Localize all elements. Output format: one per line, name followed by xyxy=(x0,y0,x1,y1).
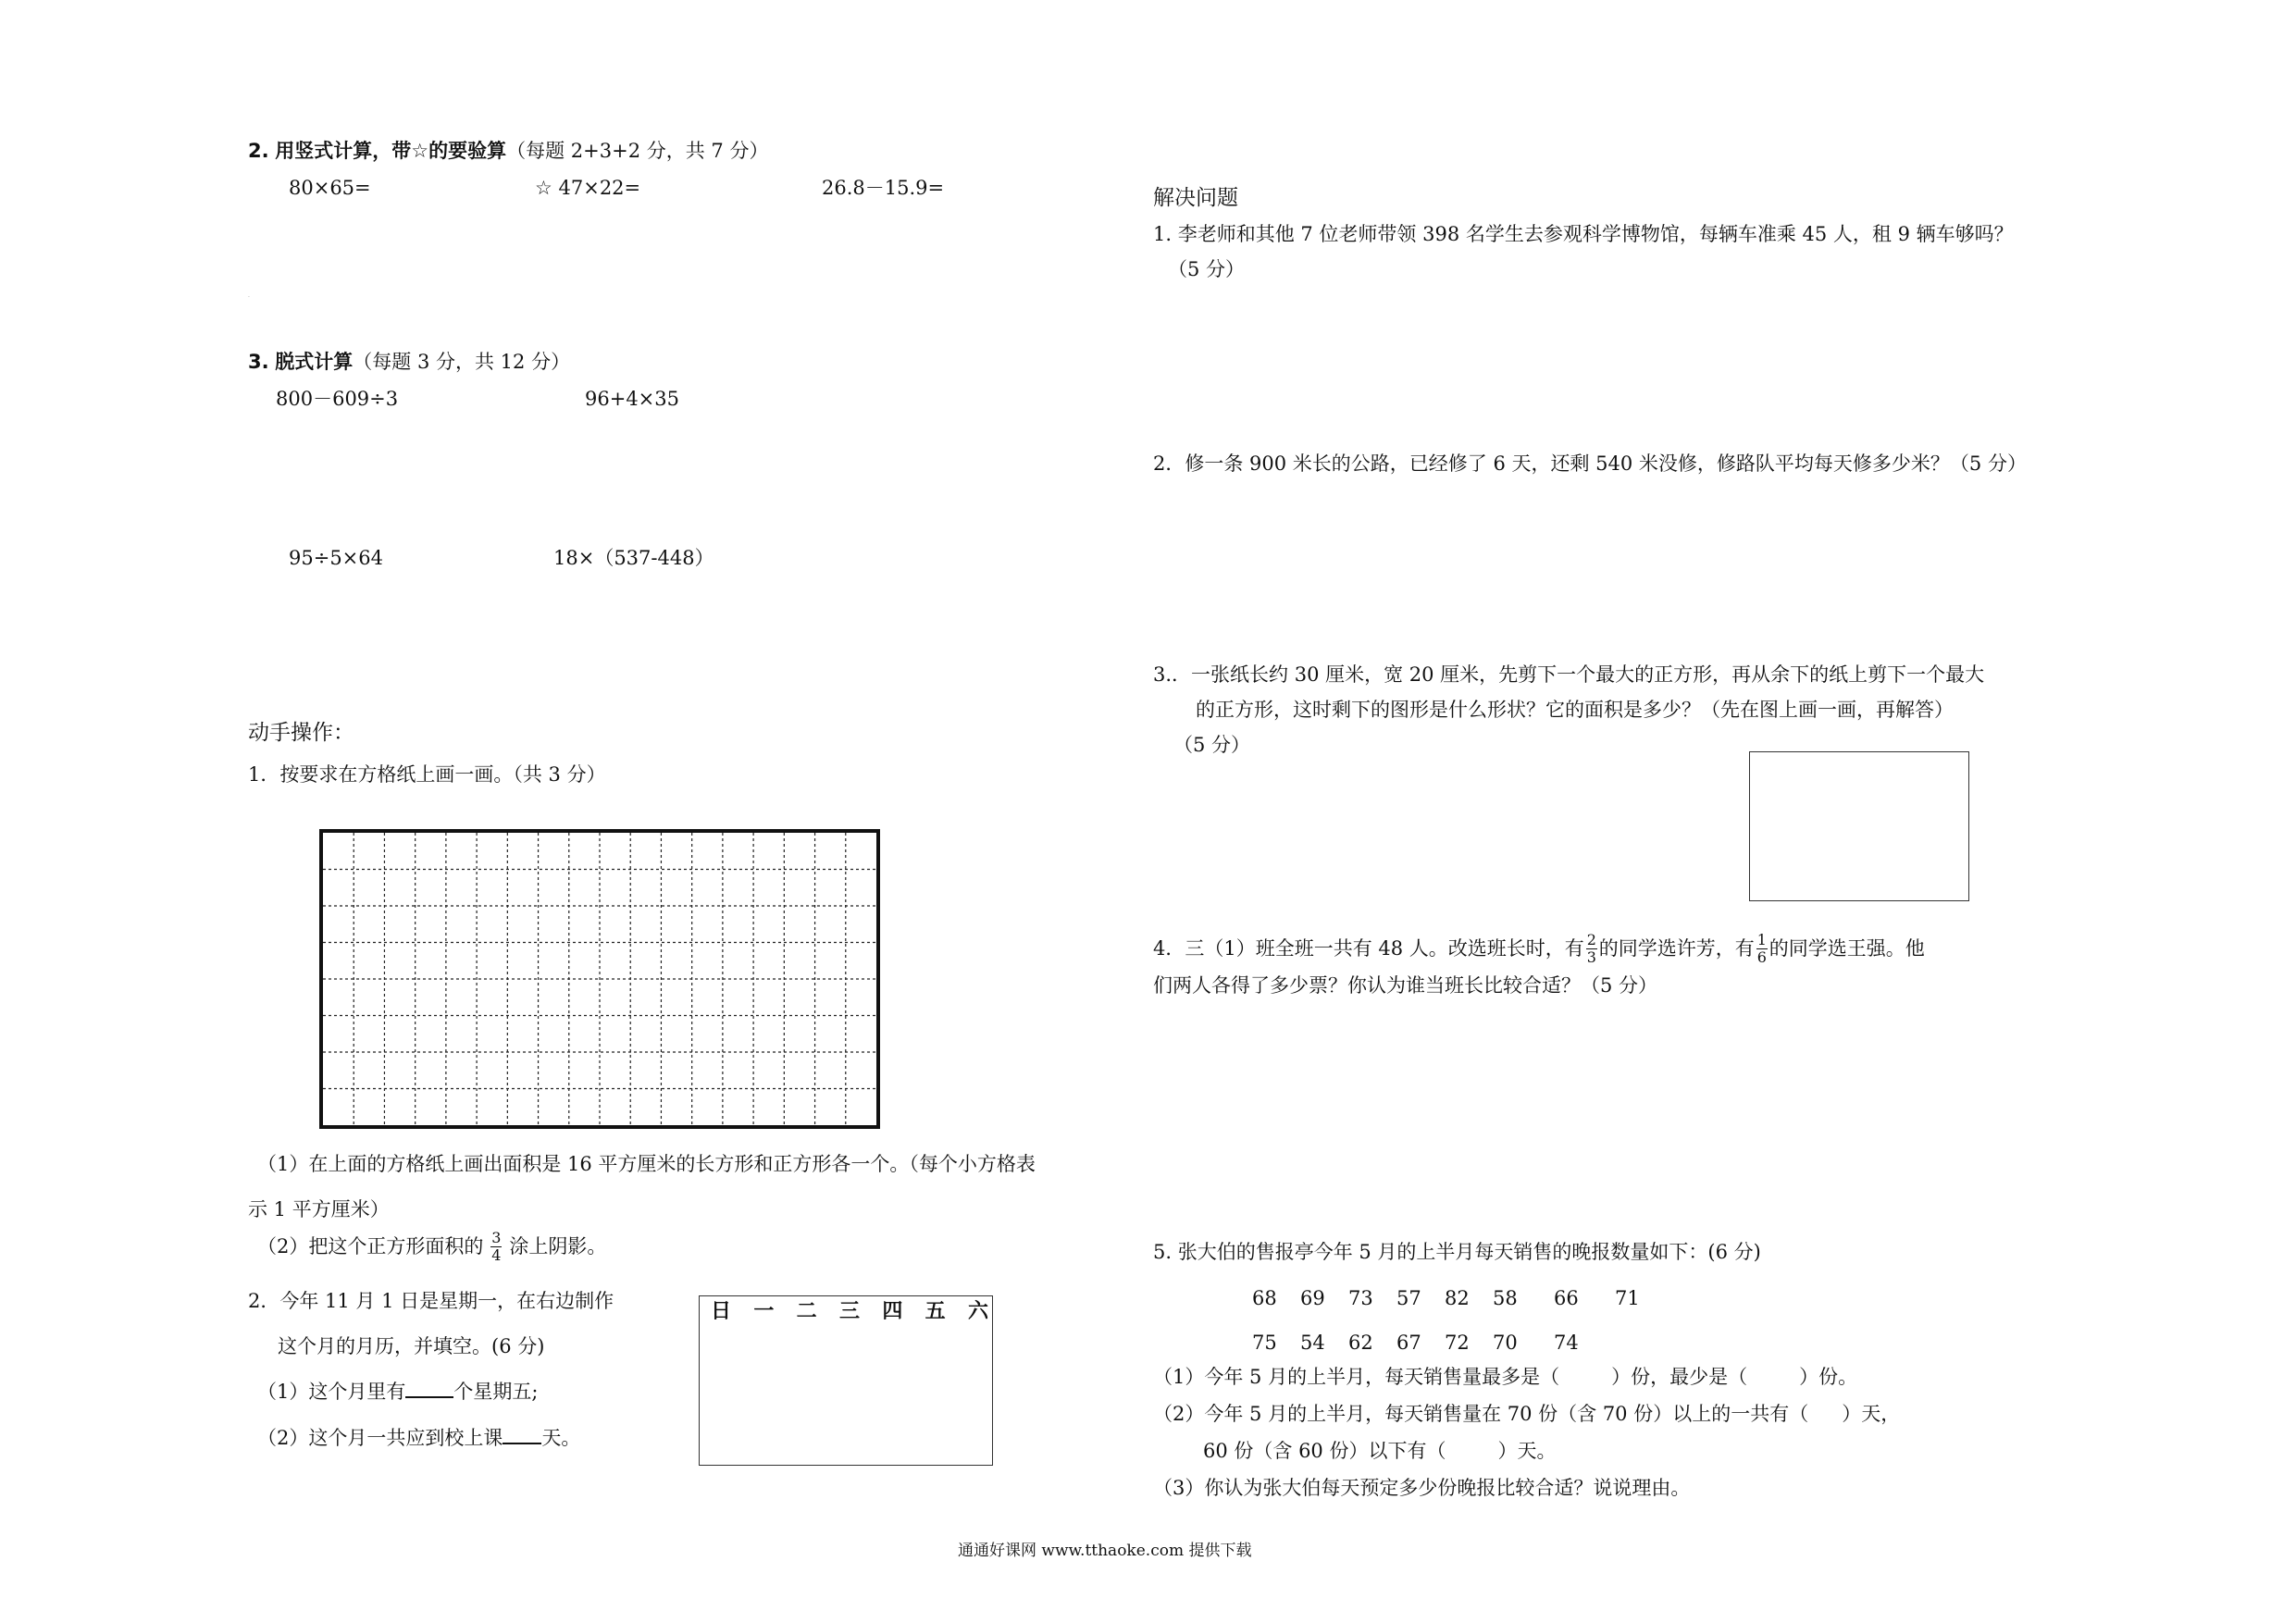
problem-4-line1 xyxy=(1153,933,1925,965)
hands-on-sub2-before: （2）把这个正方形面积的 xyxy=(257,1235,484,1258)
hands-on-q2-line2: 这个月的月历，并填空。(6 分) xyxy=(278,1335,545,1357)
hands-on-title: 动手操作： xyxy=(248,721,354,745)
problem-5-sub3: （3）你认为张大伯每天预定多少份晚报比较合适？说说理由。 xyxy=(1153,1477,1691,1499)
weekday-sun: 日 xyxy=(711,1300,732,1323)
q2-item-3: 26.8－15.9= xyxy=(822,177,945,199)
problem-5-sub2-line2 xyxy=(1203,1439,1556,1463)
problem-5-sub1 xyxy=(1153,1365,1857,1389)
problem-3-line3: （5 分） xyxy=(1173,734,1251,756)
fraction-one-sixth xyxy=(1756,933,1768,965)
hands-on-q1: 1．按要求在方格纸上画一画。（共 3 分） xyxy=(248,763,606,786)
sales-value: 62 xyxy=(1348,1332,1373,1354)
sales-value: 69 xyxy=(1300,1287,1325,1309)
school-days-blank[interactable] xyxy=(503,1426,541,1444)
p5-sub2-a: （2）今年 5 月的上半月，每天销售量在 70 份（含 70 份）以上的一共有（ xyxy=(1153,1403,1809,1425)
q3-note: （每题 3 分，共 12 分） xyxy=(353,351,571,373)
scan-dot: · xyxy=(248,294,250,301)
q2-heading xyxy=(248,139,768,163)
sales-data-row-2 xyxy=(1252,1331,1602,1355)
weekday-wed: 三 xyxy=(838,1300,860,1323)
sales-value: 75 xyxy=(1252,1332,1277,1354)
grid-lines xyxy=(323,833,876,1125)
q3-item-4: 18×（537-448） xyxy=(553,547,714,569)
hands-on-q2-sub2 xyxy=(257,1426,580,1450)
hands-on-sub2-after: 涂上阴影。 xyxy=(509,1235,607,1258)
fraction-numerator: 3 xyxy=(491,1229,502,1246)
fraction-three-quarters xyxy=(490,1231,502,1263)
fraction-numerator: 1 xyxy=(1756,931,1767,948)
sales-value: 82 xyxy=(1445,1287,1470,1309)
p4-text-c: 的同学选王强。他 xyxy=(1769,937,1925,960)
fridays-blank[interactable] xyxy=(405,1380,453,1398)
hands-on-q2-sub1 xyxy=(257,1380,538,1404)
problem-3-line1: 3.．一张纸长约 30 厘米，宽 20 厘米，先剪下一个最大的正方形，再从余下的纸上剪下一个最大 xyxy=(1153,663,1985,686)
sales-value: 68 xyxy=(1252,1287,1277,1309)
q3-item-3: 95÷5×64 xyxy=(289,547,383,569)
sales-value: 74 xyxy=(1554,1332,1579,1354)
q2-sub1-text: （1）这个月里有 xyxy=(257,1381,406,1403)
sales-value: 54 xyxy=(1300,1332,1325,1354)
hands-on-sub1-line2: 示 1 平方厘米） xyxy=(248,1198,390,1220)
footer-credit: 通通好课网 www.tthaoke.com 提供下载 xyxy=(958,1542,1252,1560)
q3-heading xyxy=(248,350,570,374)
hands-on-sub2 xyxy=(257,1231,606,1263)
q2-number: 2. xyxy=(248,140,269,162)
q2-item-1: 80×65= xyxy=(289,177,371,199)
q3-number: 3. xyxy=(248,351,269,373)
q3-item-1: 800－609÷3 xyxy=(276,388,399,410)
weekday-thu: 四 xyxy=(882,1300,903,1323)
fraction-denominator: 6 xyxy=(1756,948,1767,966)
sales-value: 67 xyxy=(1396,1332,1421,1354)
q2-title: 用竖式计算，带☆的要验算 xyxy=(275,140,507,162)
sales-value: 57 xyxy=(1396,1287,1421,1309)
weekday-fri: 五 xyxy=(925,1300,946,1323)
weekday-mon: 一 xyxy=(753,1300,775,1323)
problem-5-title: 5. 张大伯的售报亭今年 5 月的上半月每天销售的晚报数量如下：(6 分) xyxy=(1153,1241,1761,1263)
hands-on-sub1-line1: （1）在上面的方格纸上画出面积是 16 平方厘米的长方形和正方形各一个。（每个小方格表 xyxy=(257,1153,1036,1175)
problem-3-line2: 的正方形，这时剩下的图形是什么形状？它的面积是多少？（先在图上画一画，再解答） xyxy=(1196,699,1954,721)
problem-5-sub2-line1 xyxy=(1153,1402,1900,1426)
q2-sub2-text: （2）这个月一共应到校上课 xyxy=(257,1427,503,1449)
p5-sub1-c: ）份。 xyxy=(1799,1366,1858,1388)
q3-item-2: 96+4×35 xyxy=(585,388,679,410)
solve-problems-title: 解决问题 xyxy=(1153,186,1238,210)
p5-sub1-b: ）份，最少是（ xyxy=(1611,1366,1748,1388)
weekday-sat: 六 xyxy=(967,1300,988,1323)
sales-value: 72 xyxy=(1445,1332,1470,1354)
sales-value: 70 xyxy=(1493,1332,1518,1354)
square-grid-paper[interactable] xyxy=(319,829,880,1129)
p5-sub1-a: （1）今年 5 月的上半月，每天销售量最多是（ xyxy=(1153,1366,1560,1388)
p4-text-b: 的同学选许芳，有 xyxy=(1598,937,1755,960)
fraction-denominator: 3 xyxy=(1586,948,1596,966)
problem-1-line2: （5 分） xyxy=(1168,258,1246,280)
sales-value: 73 xyxy=(1348,1287,1373,1309)
fraction-numerator: 2 xyxy=(1586,931,1596,948)
hands-on-q2-line1: 2．今年 11 月 1 日是星期一，在右边制作 xyxy=(248,1290,614,1312)
sales-value: 66 xyxy=(1554,1287,1579,1309)
problem-2: 2．修一条 900 米长的公路，已经修了 6 天，还剩 540 米没修，修路队平均每天修多少米？（5 分） xyxy=(1153,452,2027,475)
q2-note: （每题 2+3+2 分，共 7 分） xyxy=(506,140,769,162)
q3-title: 脱式计算 xyxy=(275,351,354,373)
q2-item-2: ☆ 47×22= xyxy=(535,177,641,199)
q2-sub2-suffix: 天。 xyxy=(541,1427,581,1449)
weekday-tue: 二 xyxy=(796,1300,817,1323)
p5-sub2-d: ）天。 xyxy=(1497,1440,1557,1462)
sales-data-row-1 xyxy=(1252,1286,1663,1310)
calendar-weekday-header xyxy=(711,1299,988,1325)
paper-rectangle-figure[interactable] xyxy=(1749,751,1969,901)
problem-1-line1: 1. 李老师和其他 7 位老师带领 398 名学生去参观科学博物馆，每辆车准乘 45 人，租 9 辆车够吗？ xyxy=(1153,223,2014,245)
problem-4-line2: 们两人各得了多少票？你认为谁当班长比较合适？（5 分） xyxy=(1153,974,1658,997)
sales-value: 71 xyxy=(1615,1287,1640,1309)
p5-sub2-c: 60 份（含 60 份）以下有（ xyxy=(1203,1440,1446,1462)
p5-sub2-b: ）天， xyxy=(1842,1403,1901,1425)
fraction-two-thirds xyxy=(1586,933,1597,965)
fraction-denominator: 4 xyxy=(491,1246,502,1264)
q2-sub1-suffix: 个星期五; xyxy=(453,1381,539,1403)
p4-text-a: 4．三（1）班全班一共有 48 人。改选班长时，有 xyxy=(1153,937,1584,960)
sales-value: 58 xyxy=(1493,1287,1518,1309)
